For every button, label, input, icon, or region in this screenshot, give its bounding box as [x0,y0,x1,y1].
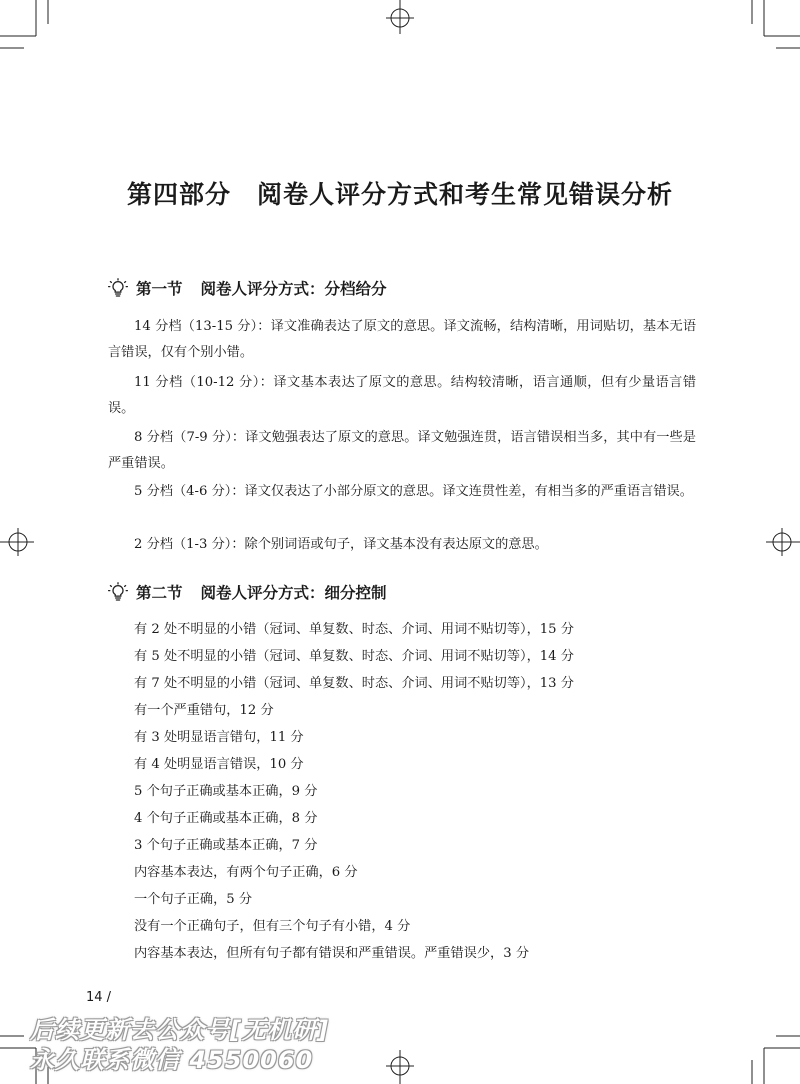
score-rule-line: 有 5 处不明显的小错（冠词、单复数、时态、介词、用词不贴切等），14 分 [134,649,574,664]
lightbulb-icon [108,582,128,602]
score-rule-line: 一个句子正确，5 分 [134,892,253,907]
page-number: 14 / [86,990,112,1005]
score-rule-line: 有 2 处不明显的小错（冠词、单复数、时态、介词、用词不贴切等），15 分 [134,622,574,637]
score-rule-line: 有 3 处明显语言错句，11 分 [134,730,304,745]
score-rule-line: 内容基本表达，但所有句子都有错误和严重错误。严重错误少，3 分 [134,946,530,961]
grade-band-paragraph: 2 分档（1-3 分）：除个别词语或句子，译文基本没有表达原文的意思。 [134,537,548,552]
page-title [0,175,800,211]
title-part: 第四部分 [126,180,231,209]
score-rule-line: 5 个句子正确或基本正确，9 分 [134,784,318,799]
section1-title: 阅卷人评分方式：分档给分 [200,280,387,298]
score-rule-line: 3 个句子正确或基本正确，7 分 [134,838,318,853]
grade-band-paragraph: 5 分档（4-6 分）：译文仅表达了小部分原文的意思。译文连贯性差，有相当多的严重语言错误。 [134,484,693,499]
section2-heading [108,581,387,603]
section2-title: 阅卷人评分方式：细分控制 [200,584,387,602]
grade-band-paragraph: 11 分档（10-12 分）：译文基本表达了原文的意思。结构较清晰，语言通顺，但有少量语言错误。 [108,375,696,416]
score-rule-line: 没有一个正确句子，但有三个句子有小错，4 分 [134,919,411,934]
score-rule-line: 有 7 处不明显的小错（冠词、单复数、时态、介词、用词不贴切等），13 分 [134,676,574,691]
grade-band-paragraph: 14 分档（13-15 分）：译文准确表达了原文的意思。译文流畅，结构清晰，用词贴切，基本无语言错误，仅有个别小错。 [108,319,696,360]
title-name: 阅卷人评分方式和考生常见错误分析 [257,180,674,209]
watermark-line: 永久联系微信 4550060 [30,1046,314,1074]
section2-number: 第二节 [136,584,183,602]
score-rule-line: 有 4 处明显语言错误，10 分 [134,757,304,772]
section1-heading [108,277,387,299]
section1-number: 第一节 [136,280,183,298]
score-rule-line: 4 个句子正确或基本正确，8 分 [134,811,318,826]
lightbulb-icon [108,278,128,298]
score-rule-line: 有一个严重错句，12 分 [134,703,274,718]
grade-band-paragraph: 8 分档（7-9 分）：译文勉强表达了原文的意思。译文勉强连贯，语言错误相当多，其中有一些是严重错误。 [108,430,696,471]
watermark-line: 后续更新去公众号[无机研] [30,1016,329,1044]
score-rule-line: 内容基本表达，有两个句子正确，6 分 [134,865,358,880]
